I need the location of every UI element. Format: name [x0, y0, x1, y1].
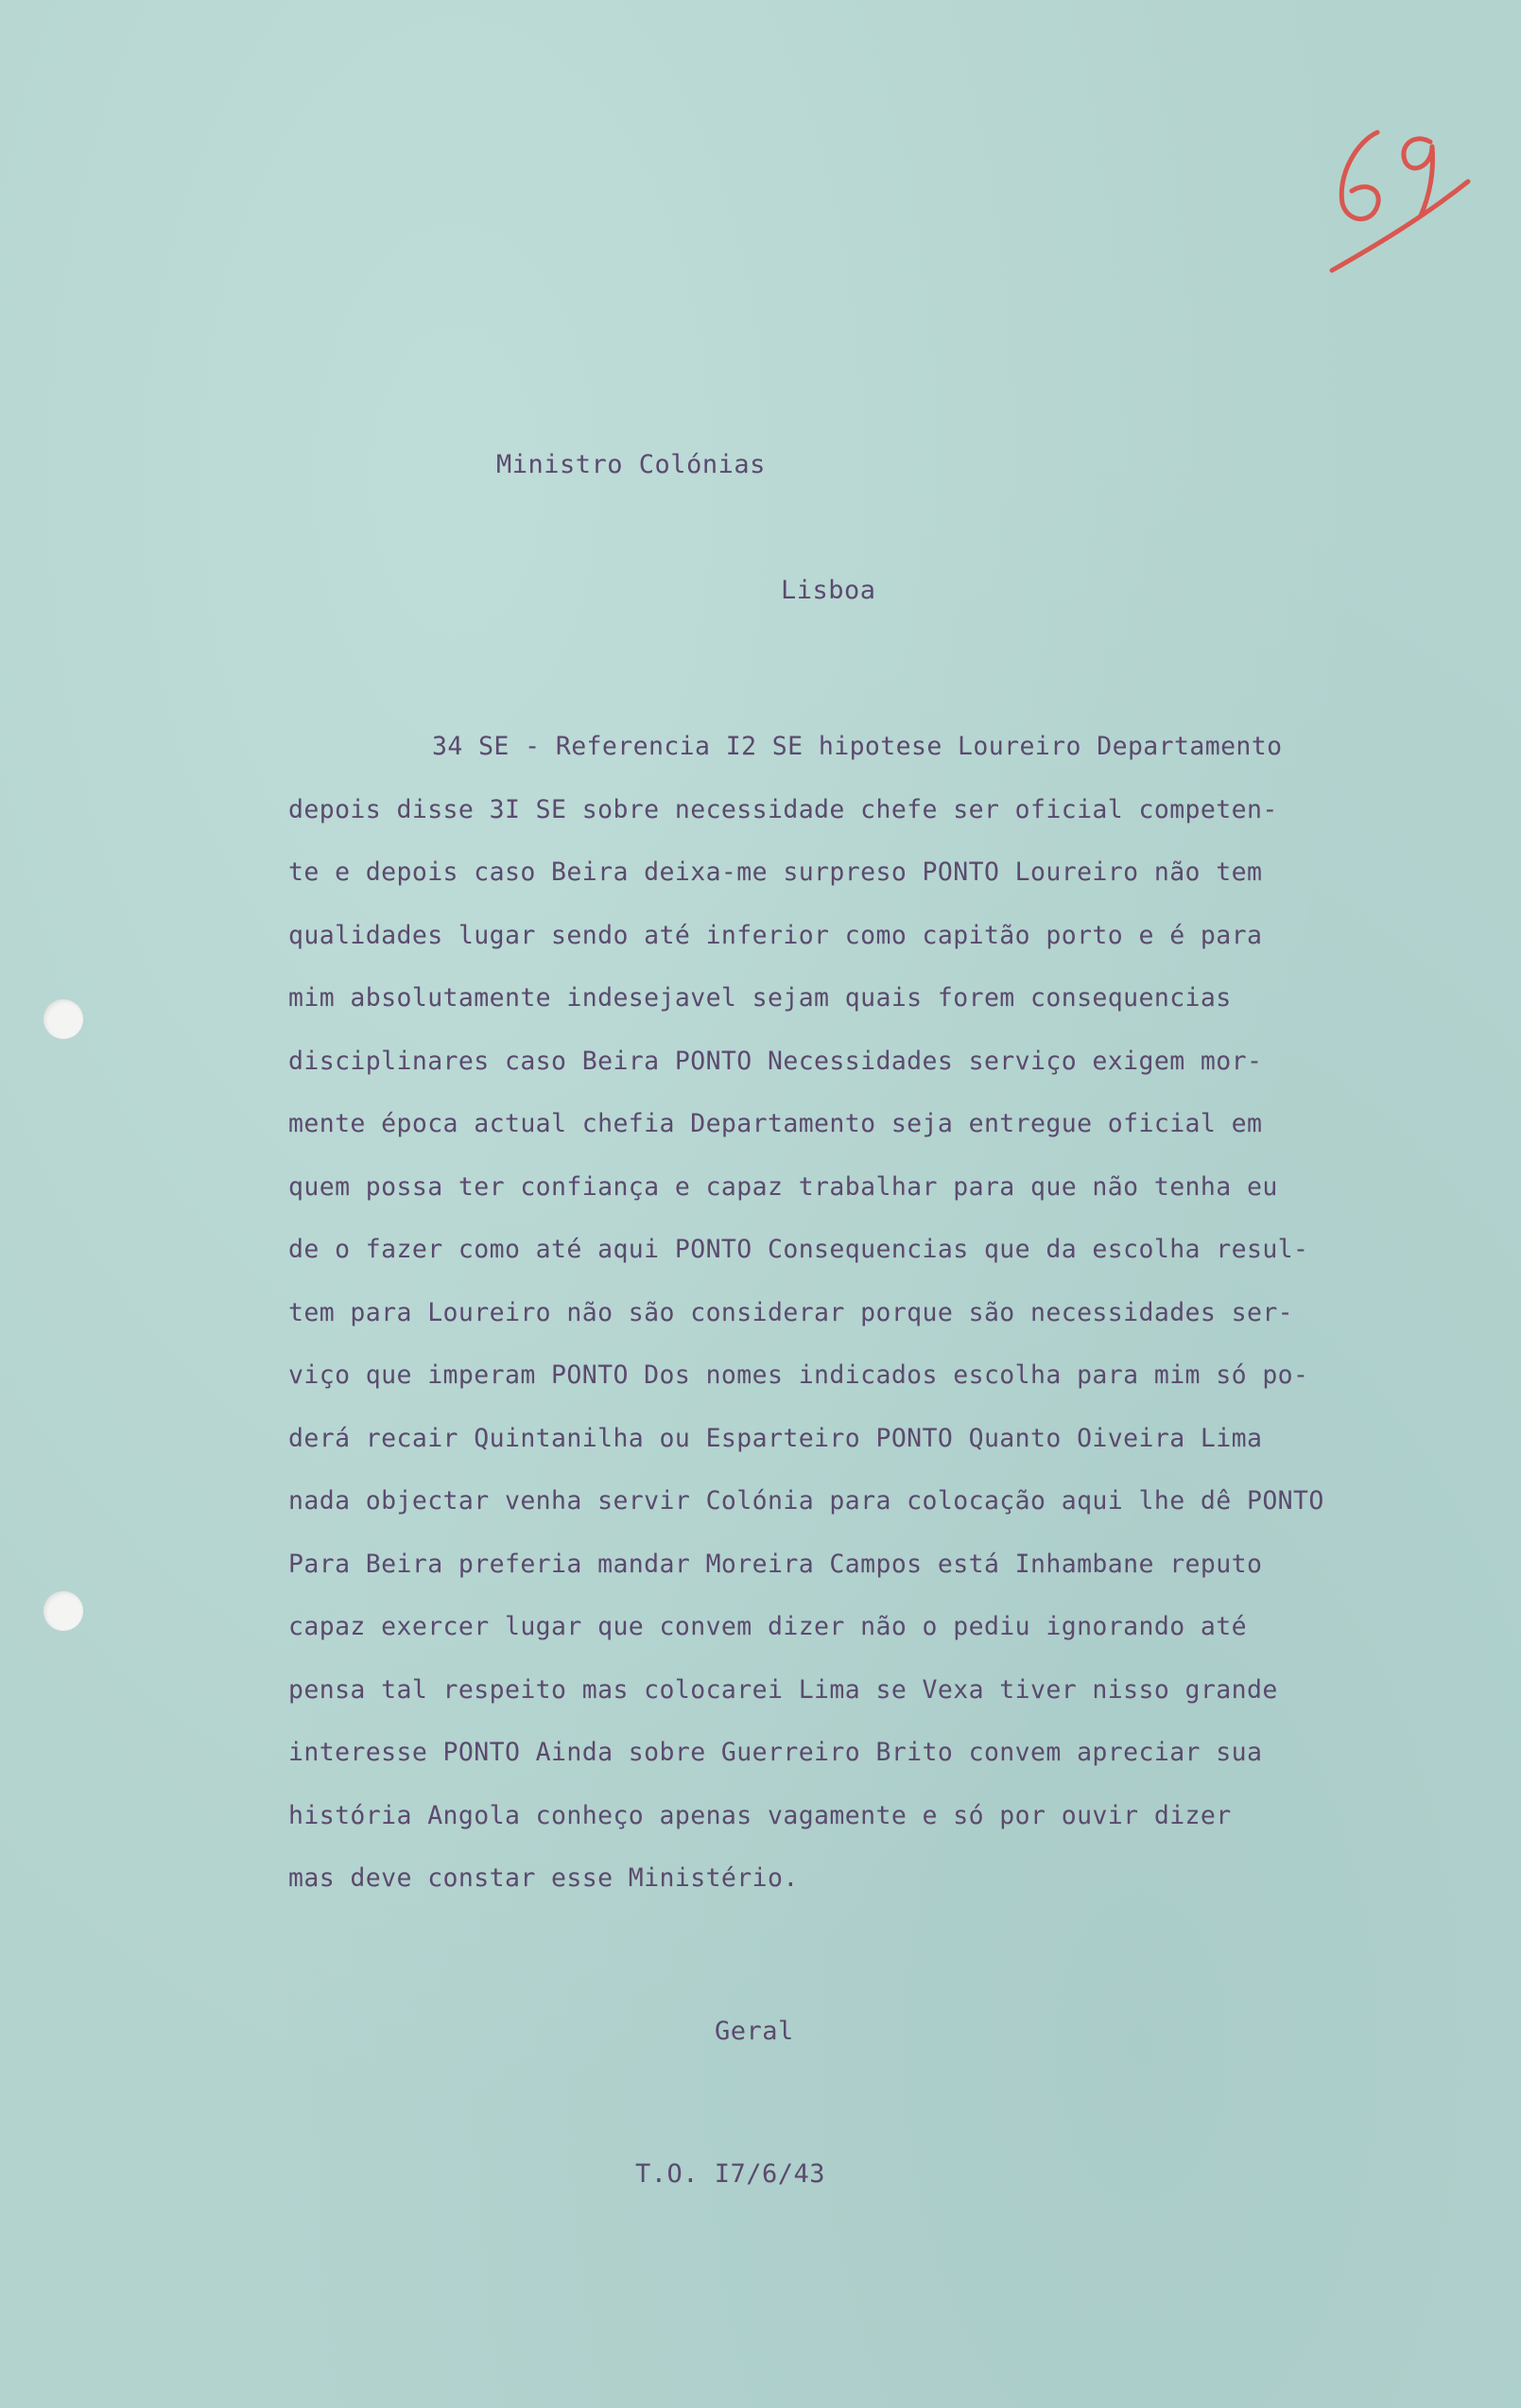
- body-line: mim absolutamente indesejavel sejam quais forem consequencias: [288, 983, 1232, 1013]
- city-line: Lisboa: [781, 576, 876, 605]
- sender-signature: Geral: [715, 2017, 794, 2046]
- body-line: história Angola conheço apenas vagamente e só por ouvir dizer: [288, 1800, 1232, 1830]
- punch-hole: [43, 999, 83, 1039]
- body-line: mente época actual chefia Departamento seja entregue oficial em: [288, 1109, 1263, 1138]
- body-line: capaz exercer lugar que convem dizer não o pediu ignorando até: [288, 1612, 1247, 1641]
- addressee-line: Ministro Colónias: [496, 450, 766, 479]
- body-line: quem possa ter confiança e capaz trabalhar para que não tenha eu: [288, 1171, 1278, 1202]
- punch-hole: [43, 1591, 83, 1631]
- body-line: depois disse 3I SE sobre necessidade chefe ser oficial competen-: [288, 794, 1278, 824]
- body-line: derá recair Quintanilha ou Esparteiro PONTO Quanto Oiveira Lima: [288, 1423, 1263, 1453]
- body-line: pensa tal respeito mas colocarei Lima se Vexa tiver nisso grande: [288, 1674, 1278, 1705]
- folio-number-handwritten: [1319, 104, 1479, 293]
- body-line: qualidades lugar sendo até inferior como capitão porto e é para: [288, 920, 1263, 950]
- body-line: 34 SE - Referencia I2 SE hipotese Loureiro Departamento: [432, 732, 1283, 761]
- telegram-body: [288, 728, 1375, 1923]
- body-line: interesse PONTO Ainda sobre Guerreiro Brito convem apreciar sua: [288, 1738, 1263, 1767]
- body-line: mas deve constar esse Ministério.: [288, 1863, 799, 1893]
- body-line: viço que imperam PONTO Dos nomes indicados escolha para mim só po-: [288, 1360, 1309, 1390]
- body-line: de o fazer como até aqui PONTO Consequencias que da escolha resul-: [288, 1235, 1309, 1264]
- body-line: disciplinares caso Beira PONTO Necessidades serviço exigem mor-: [288, 1046, 1263, 1076]
- date-line: T.O. I7/6/43: [635, 2159, 826, 2189]
- body-line: tem para Loureiro não são considerar porque são necessidades ser-: [288, 1297, 1294, 1327]
- body-line: te e depois caso Beira deixa-me surpreso PONTO Loureiro não tem: [288, 858, 1263, 887]
- folio-mark: [1319, 104, 1479, 293]
- body-line: nada objectar venha servir Colónia para colocação aqui lhe dê PONTO: [288, 1486, 1324, 1516]
- body-line: Para Beira preferia mandar Moreira Campos está Inhambane reputo: [288, 1549, 1263, 1579]
